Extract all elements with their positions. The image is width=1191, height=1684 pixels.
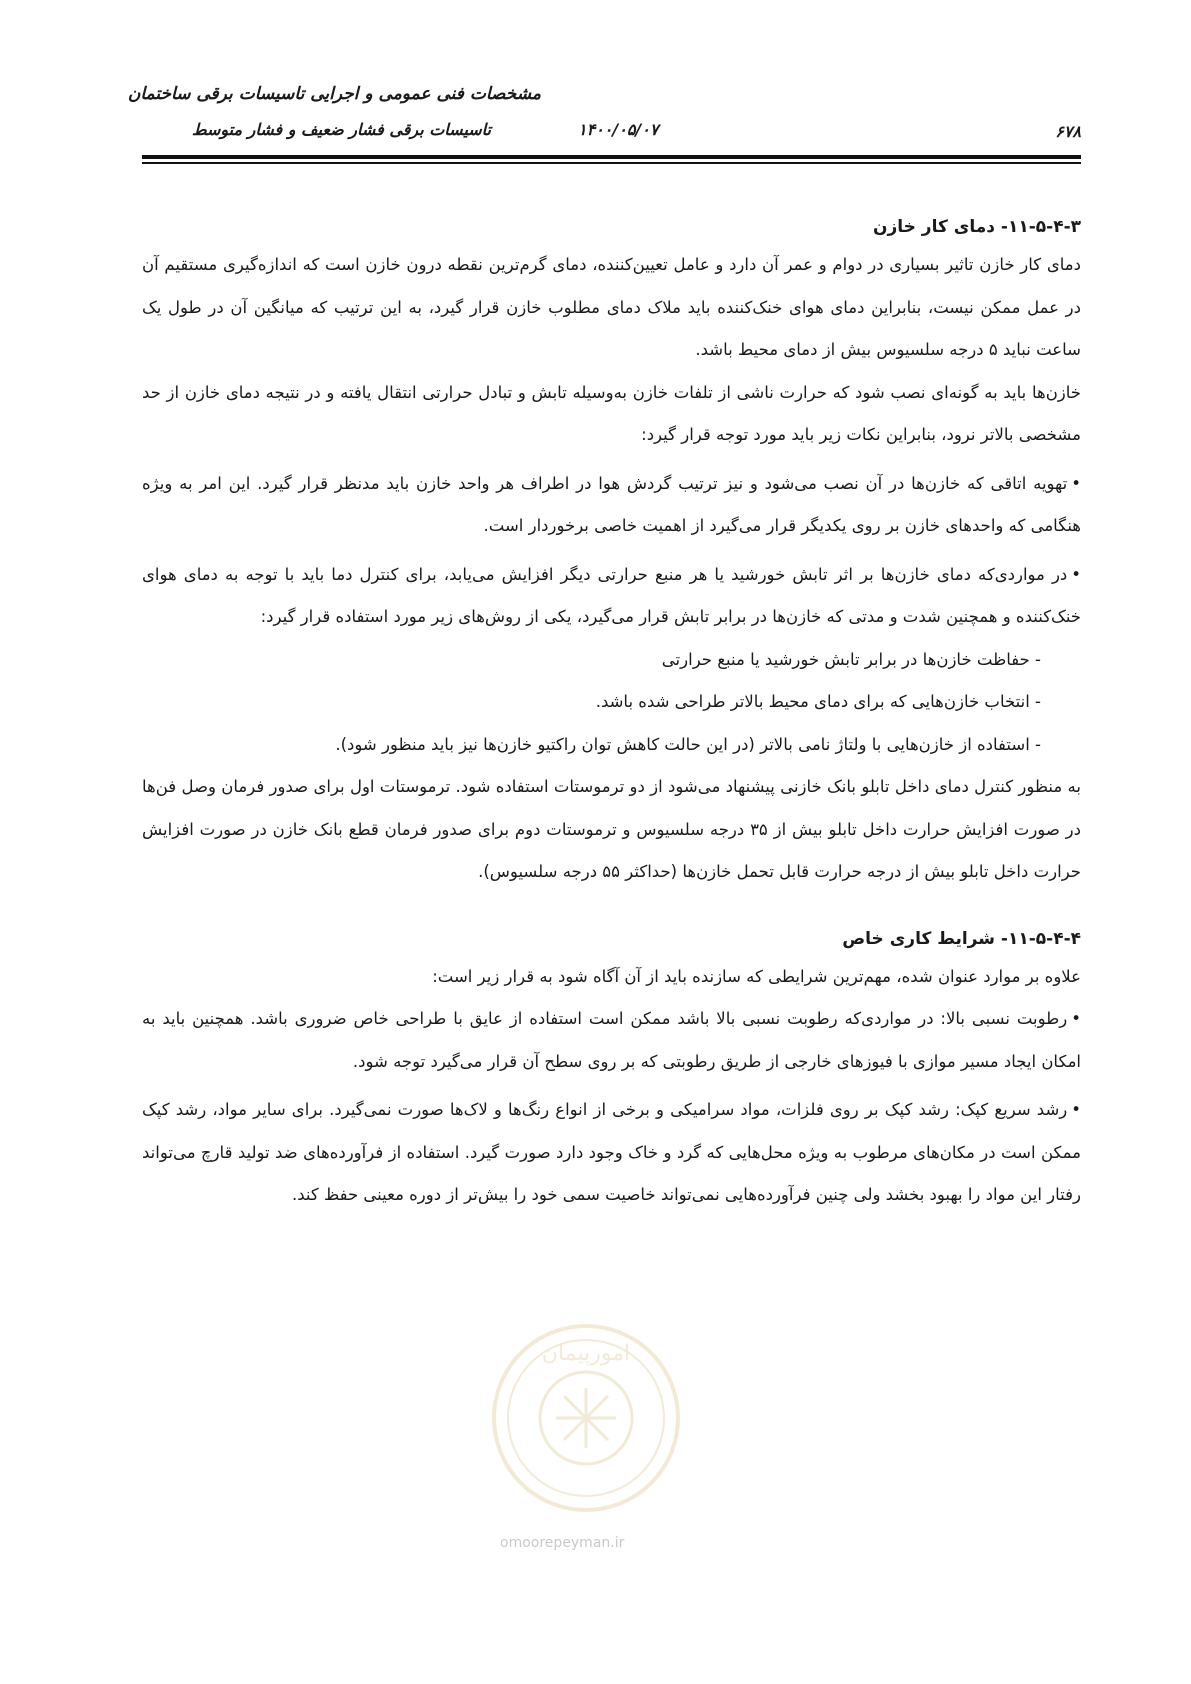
document-title: مشخصات فنی عمومی و اجرایی تاسیسات برقی ساختمان bbox=[127, 84, 541, 104]
watermark-seal-icon bbox=[486, 1318, 686, 1518]
section-heading-capacitor-temperature: ۱۱-۵-۴-۳- دمای کار خازن bbox=[872, 217, 1081, 237]
section-heading-special-conditions: ۱۱-۵-۴-۴- شرایط کاری خاص bbox=[842, 928, 1081, 949]
bullet-text: در مواردی‌که دمای خازن‌ها بر اثر تابش خورشید یا هر منبع حرارتی دیگر افزایش می‌یابد، برای کنترل دما باید با توجه به دمای هوای خنک‌کننده و همچنین شدت و مدتی که خازن‌ها در برابر تابش قرار می‌گیرد، یکی از روش‌های زیر مورد استفاده قرار گیرد: bbox=[142, 564, 1081, 626]
bullet-text: رشد سریع کپک: رشد کپک بر روی فلزات، مواد سرامیکی و برخی از انواع رنگ‌ها و لاک‌ها صورت نمی‌گیرد. برای سایر مواد، رشد کپک ممکن است در مکان‌های مرطوب به ویژه محل‌هایی که گرد و خاک وجود دارد صورت گیرد. استفاده از فرآورده‌های ضد تولید قارچ می‌تواند رفتار این مواد را بهبود بخشد ولی چنین فرآورده‌هایی نمی‌تواند خاصیت سمی خود را بیش‌تر از دوره معینی حفظ کند. bbox=[142, 1100, 1081, 1204]
header-rule-thick bbox=[142, 155, 1081, 159]
dash-item-high-ambient: - انتخاب خازن‌هایی که برای دمای محیط بالاتر طراحی شده باشد. bbox=[595, 692, 1041, 711]
bullet-humidity bbox=[142, 998, 1081, 1083]
document-date: ۱۴۰۰/۰۵/۰۷ bbox=[578, 120, 659, 139]
bullet-mold-growth bbox=[142, 1089, 1081, 1217]
page-body bbox=[142, 210, 1081, 1217]
paragraph-thermostats: به منظور کنترل دمای داخل تابلو بانک خازنی پیشنهاد می‌شود از دو ترموستات استفاده شود. ترموستات اول برای صدور فرمان وصل فن‌ها در صورت افزایش حرارت داخل تابلو بیش از ۳۵ درجه سلسیوس و ترموستات دوم برای صدور فرمان قطع بانک خازن در صورت افزایش حرارت داخل تابلو بیش از درجه حرارت قابل تحمل خازن‌ها (حداکثر ۵۵ درجه سلسیوس). bbox=[142, 777, 1081, 881]
paragraph-temperature-intro: دمای کار خازن تاثیر بسیاری در دوام و عمر آن دارد و عامل تعیین‌کننده، دمای گرم‌ترین نقطه درون خازن است که اندازه‌گیری مستقیم آن در عمل ممکن نیست، بنابراین دمای هوای خنک‌کننده باید ملاک دمای مطلوب خازن قرار گیرد، به این ترتیب که میانگین آن در طول یک ساعت نباید ۵ درجه سلسیوس بیش از دمای محیط باشد. bbox=[142, 255, 1081, 359]
paragraph-installation: خازن‌ها باید به گونه‌ای نصب شود که حرارت ناشی از تلفات خازن به‌وسیله تابش و تبادل حرارتی انتقال یافته و در نتیجه دمای خازن از حد مشخصی بالاتر نرود، بنابراین نکات زیر باید مورد توجه قرار گیرد: bbox=[142, 382, 1081, 444]
watermark-seal-text: امورپیمان bbox=[541, 1341, 631, 1366]
bullet-text: رطوبت نسبی بالا: در مواردی‌که رطوبت نسبی بالا باشد ممکن است استفاده از عایق با طراحی خاص ضروری باشد. همچنین باید به امکان ایجاد مسیر موازی با فیوزهای خارجی از طریق رطوبتی که بر روی سطح آن قرار می‌گیرد توجه شود. bbox=[142, 1009, 1081, 1071]
paragraph-special-intro: علاوه بر موارد عنوان شده، مهم‌ترین شرایطی که سازنده باید از آن آگاه شود به قرار زیر است: bbox=[432, 966, 1081, 986]
page-number: ۶۷۸ bbox=[1055, 122, 1081, 141]
watermark-url: omoorepeyman.ir bbox=[500, 1535, 625, 1551]
bullet-ventilation bbox=[142, 463, 1081, 548]
bullet-symbol: • bbox=[1071, 473, 1081, 493]
bullet-text: تهویه اتاقی که خازن‌ها در آن نصب می‌شود و نیز ترتیب گردش هوا در اطراف هر واحد خازن باید مدنظر قرار گیرد. این امر به ویژه هنگامی که واحدهای خازن بر روی یکدیگر قرار می‌گیرد از اهمیت خاصی برخوردار است. bbox=[142, 473, 1081, 535]
bullet-solar-radiation bbox=[142, 554, 1081, 639]
dash-item-protection: - حفاظت خازن‌ها در برابر تابش خورشید یا منبع حرارتی bbox=[661, 649, 1041, 669]
header-rule-thin bbox=[142, 162, 1081, 164]
bullet-symbol: • bbox=[1071, 1009, 1081, 1028]
bullet-symbol: • bbox=[1071, 564, 1081, 584]
chapter-subtitle: تاسیسات برقی فشار ضعیف و فشار متوسط bbox=[191, 120, 491, 139]
bullet-symbol: • bbox=[1071, 1100, 1081, 1119]
dash-item-higher-voltage: - استفاده از خازن‌هایی با ولتاژ نامی بالاتر (در این حالت کاهش توان راکتیو خازن‌ها نیز باید منظور شود). bbox=[335, 734, 1041, 754]
